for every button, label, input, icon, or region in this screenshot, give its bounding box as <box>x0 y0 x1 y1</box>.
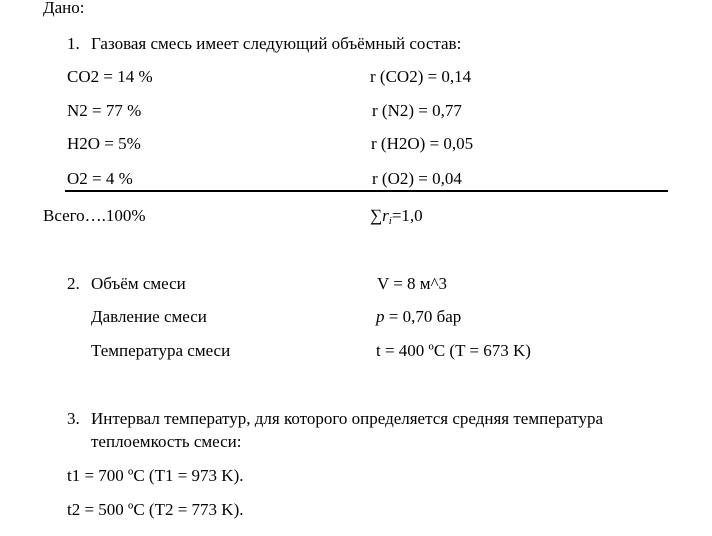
pressure-label: Давление смеси <box>91 307 207 326</box>
section3-line1: Интервал температур, для которого определяется средняя температура <box>91 409 604 428</box>
fraction-co2: r (CO2) = 0,14 <box>370 67 472 86</box>
temperature-value: t = 400 ºC (T = 673 K) <box>376 341 531 360</box>
section1-title: Газовая смесь имеет следующий объёмный состав: <box>91 34 462 53</box>
list-number-1: 1. <box>67 34 80 53</box>
total-percent: Всего….100% <box>43 206 146 225</box>
subscript-i: i <box>388 215 392 227</box>
volume-label: Объём смеси <box>91 274 186 293</box>
total-fraction <box>370 206 423 231</box>
fraction-o2: r (O2) = 0,04 <box>372 169 462 188</box>
pressure-var: p <box>376 307 385 326</box>
pressure-value <box>376 307 461 327</box>
sum-symbol: ∑ <box>370 206 383 225</box>
t2-value: t2 = 500 ºC (T2 = 773 K). <box>67 500 244 519</box>
t1-value: t1 = 700 ºC (T1 = 973 K). <box>67 466 244 485</box>
heading: Дано: <box>43 0 85 17</box>
temperature-label: Температура смеси <box>91 341 231 360</box>
divider-line <box>65 190 668 192</box>
composition-n2: N2 = 77 % <box>67 101 142 120</box>
fraction-n2: r (N2) = 0,77 <box>372 101 462 120</box>
pressure-rest: = 0,70 бар <box>384 307 462 326</box>
list-number-2: 2. <box>67 274 80 293</box>
variable-r: r <box>382 206 389 225</box>
section3-line2: теплоемкость смеси: <box>91 432 242 451</box>
total-value: =1,0 <box>391 206 423 225</box>
composition-h2o: H2O = 5% <box>67 134 141 153</box>
composition-o2: O2 = 4 % <box>67 169 133 188</box>
composition-co2: CO2 = 14 % <box>67 67 153 86</box>
fraction-h2o: r (H2O) = 0,05 <box>371 134 474 153</box>
volume-value: V = 8 м^3 <box>377 274 448 293</box>
list-number-3: 3. <box>67 409 80 428</box>
